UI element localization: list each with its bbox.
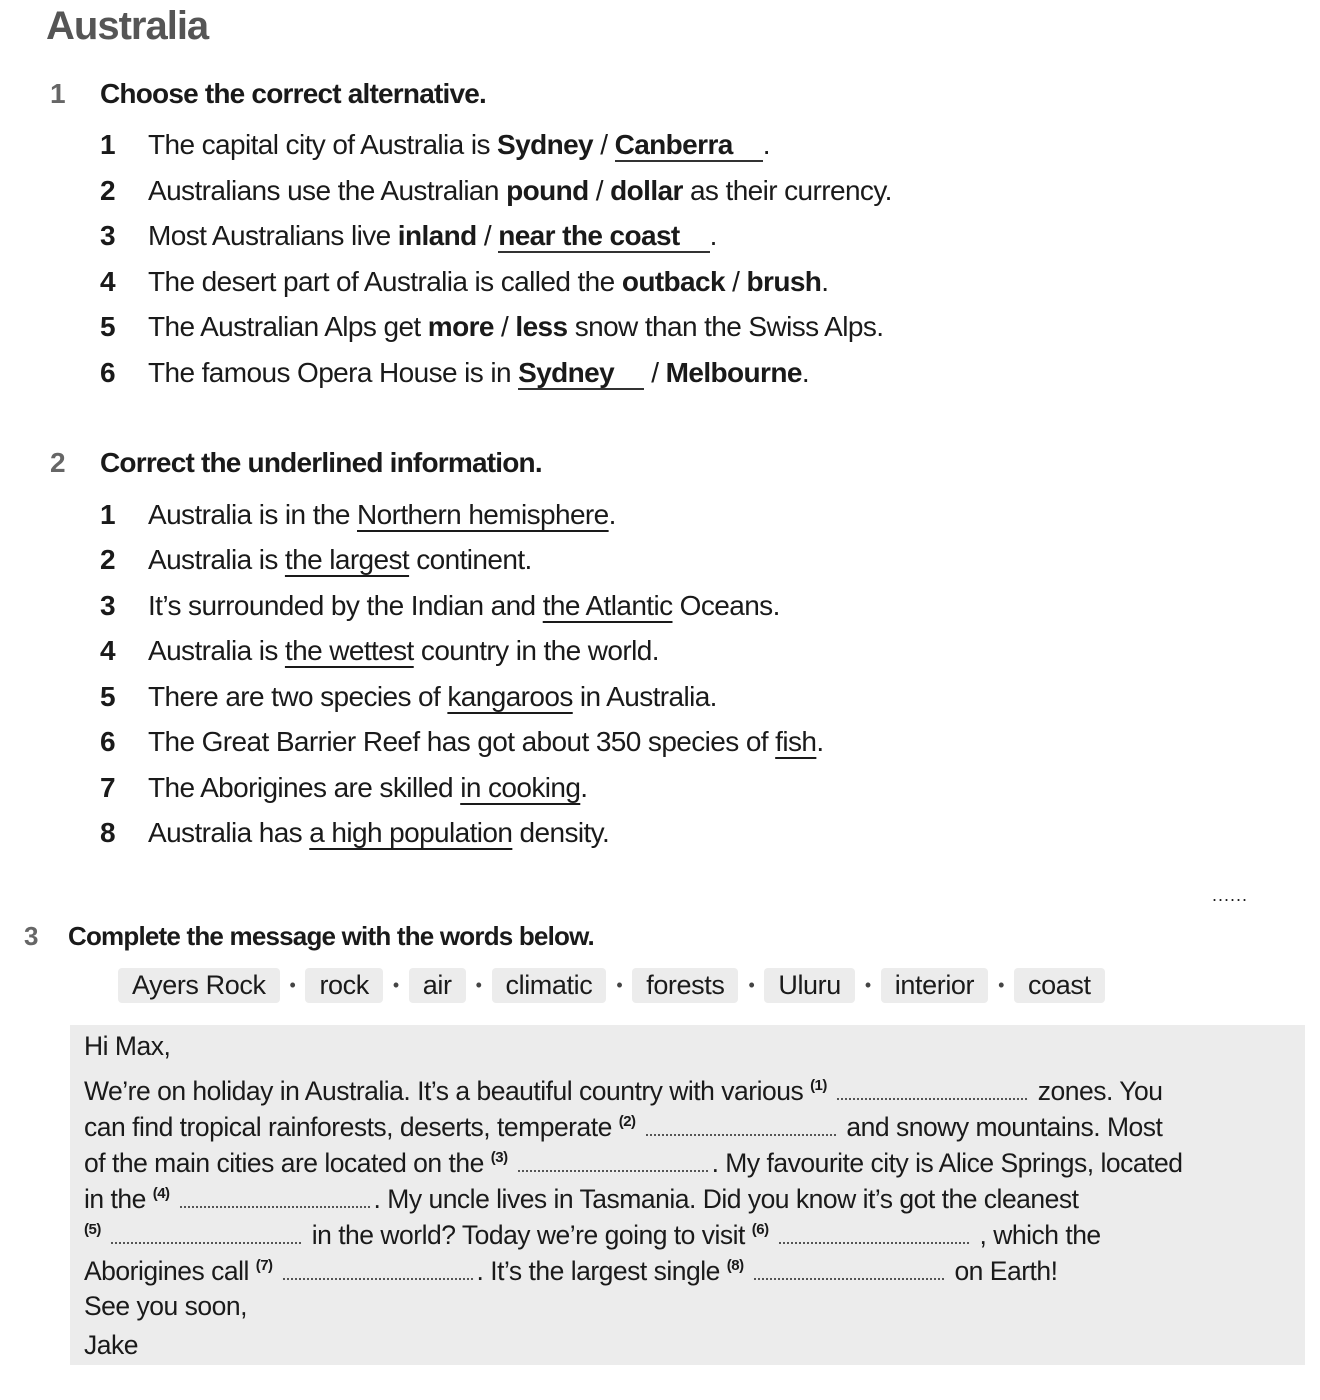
message-text: . My favourite city is Alice Springs, located [711,1148,1183,1178]
section-2-heading [50,447,542,479]
item-number: 1 [100,129,115,160]
list-item [100,498,616,532]
list-item [100,128,770,162]
word-bank-item: Ayers Rock [118,968,280,1003]
word-bank-item: climatic [492,968,607,1003]
list-item [100,174,892,208]
item-text: . [762,129,770,160]
blank-number: (8) [726,1257,744,1274]
item-number: 4 [100,266,115,297]
item-text: . [709,220,717,251]
item-text: Australia is in the [148,499,357,530]
word-bank-item: interior [881,968,988,1003]
list-item [100,265,828,299]
message-line [84,1250,1057,1287]
selected-answer: near the coast [498,220,709,253]
list-item [100,680,717,714]
blank-number: (4) [152,1185,170,1202]
word-bank-item: air [409,968,466,1003]
message-box [70,1025,1305,1365]
blank-number: (5) [84,1221,101,1238]
answer-blank[interactable] [754,1258,944,1280]
word-bank-item: coast [1014,968,1105,1003]
blank-number: (6) [751,1221,769,1238]
item-number: 8 [100,817,115,848]
item-number: 1 [100,499,115,530]
dots-marker: ...... [1212,885,1249,905]
item-text: The Australian Alps get [148,311,428,342]
message-text: See you soon, [84,1291,247,1321]
blank-number: (3) [490,1149,508,1166]
message-text: , which the [972,1220,1101,1250]
item-text: snow than the Swiss Alps. [567,311,884,342]
list-item [100,816,609,850]
item-text: The capital city of Australia is [148,129,498,160]
item-text: density. [512,817,610,848]
item-text: / [588,175,611,206]
underlined-text: Northern hemisphere [357,499,609,530]
bullet-separator: • [392,975,399,995]
section-instruction: Complete the message with the words below. [68,921,594,951]
item-number: 2 [100,544,115,575]
item-text: . [608,499,616,530]
item-text: There are two species of [148,681,448,712]
word-bank-item: forests [632,968,738,1003]
item-number: 5 [100,681,115,712]
message-line [84,1329,138,1361]
message-text: and snowy mountains. Most [839,1112,1163,1142]
blank-number: (1) [810,1077,827,1094]
answer-blank[interactable] [180,1186,370,1208]
item-text: Oceans. [672,590,780,621]
alternative-option: dollar [610,175,683,206]
item-text: / [593,129,615,160]
blank-number: (7) [255,1257,273,1274]
alternative-option: brush [746,266,822,297]
answer-blank[interactable] [779,1222,969,1244]
alternative-option: Melbourne [665,357,802,388]
item-number: 5 [100,311,115,342]
item-text: . [816,726,824,757]
item-text: continent. [409,544,532,575]
message-text: Jake [84,1330,138,1360]
list-item [100,356,809,390]
item-text: Australia is [148,635,285,666]
item-number: 2 [100,175,115,206]
alternative-option: outback [621,266,725,297]
item-text: . [580,772,588,803]
selected-answer: Sydney [518,357,644,390]
word-bank [118,968,1105,1003]
section-number: 1 [50,78,65,109]
section-3-heading [24,921,594,952]
item-text: / [724,266,747,297]
item-number: 4 [100,635,115,666]
message-text: . It’s the largest single [476,1256,727,1286]
item-number: 6 [100,357,115,388]
list-item [100,771,587,805]
item-text: It’s surrounded by the Indian and [148,590,543,621]
page-title: Australia [46,4,209,48]
underlined-text: a high population [309,817,513,848]
list-item [100,725,824,759]
section-number: 3 [24,921,38,951]
message-line [84,1142,1182,1179]
item-text: / [476,220,499,251]
message-text: of the main cities are located on the [84,1148,491,1178]
message-text: on Earth! [947,1256,1058,1286]
item-number: 7 [100,772,115,803]
section-instruction: Choose the correct alternative. [100,78,486,109]
bullet-separator: • [475,975,482,995]
list-item [100,589,780,623]
item-text: . [821,266,829,297]
message-text: Hi Max, [84,1031,171,1061]
item-text: Most Australians live [148,220,398,251]
alternative-option: Sydney [497,129,594,160]
item-text: . [801,357,810,388]
message-line [84,1030,170,1062]
bullet-separator: • [289,975,296,995]
bullet-separator: • [616,975,623,995]
bullet-separator: • [748,975,755,995]
item-text: / [644,357,666,388]
word-bank-item: Uluru [764,968,855,1003]
item-text: country in the world. [413,635,659,666]
message-line [84,1070,1162,1107]
item-text: The Great Barrier Reef has got about 350 species of [148,726,776,757]
blank-number: (2) [618,1113,636,1130]
item-text: Australia has [148,817,310,848]
word-bank-item: rock [305,968,382,1003]
alternative-option: pound [506,175,589,206]
item-text: The desert part of Australia is called the [148,266,622,297]
section-number: 2 [50,447,65,478]
answer-blank[interactable] [518,1150,708,1172]
message-text: We’re on holiday in Australia. It’s a beautiful country with various [84,1076,811,1106]
item-text: The Aborigines are skilled [148,772,461,803]
selected-answer: Canberra [615,129,763,162]
item-text: Australia is [148,544,285,575]
underlined-text: in cooking [460,772,581,803]
list-item [100,219,717,253]
bullet-separator: • [864,975,871,995]
underlined-text: the wettest [284,635,414,666]
item-text: Australians use the Australian [148,175,507,206]
message-text: zones. You [1030,1076,1163,1106]
underlined-text: the Atlantic [542,590,673,621]
answer-blank[interactable] [837,1078,1027,1100]
underlined-text: kangaroos [447,681,573,712]
answer-blank[interactable] [283,1258,473,1280]
underlined-text: fish [775,726,817,757]
answer-blank[interactable] [111,1222,301,1244]
list-item [100,543,532,577]
bullet-separator: • [998,975,1005,995]
list-item [100,634,659,668]
message-line [84,1106,1162,1143]
message-line [84,1178,1079,1215]
message-text: . My uncle lives in Tasmania. Did you know it’s got the cleanest [373,1184,1079,1214]
item-number: 6 [100,726,115,757]
alternative-option: less [515,311,568,342]
list-item [100,310,883,344]
item-text: in Australia. [572,681,717,712]
message-text: in the [84,1184,153,1214]
message-text: can find tropical rainforests, deserts, temperate [84,1112,619,1142]
item-text: as their currency. [682,175,892,206]
message-text: in the world? Today we’re going to visit [304,1220,752,1250]
message-line [84,1214,1101,1251]
underlined-text: the largest [284,544,410,575]
item-number: 3 [100,220,115,251]
alternative-option: more [427,311,494,342]
message-line [84,1290,247,1322]
item-number: 3 [100,590,115,621]
item-text: The famous Opera House is in [148,357,519,388]
alternative-option: inland [397,220,477,251]
section-instruction: Correct the underlined information. [100,447,542,478]
answer-blank[interactable] [646,1114,836,1136]
message-text: Aborigines call [84,1256,256,1286]
item-text: / [493,311,516,342]
section-1-heading [50,78,486,110]
